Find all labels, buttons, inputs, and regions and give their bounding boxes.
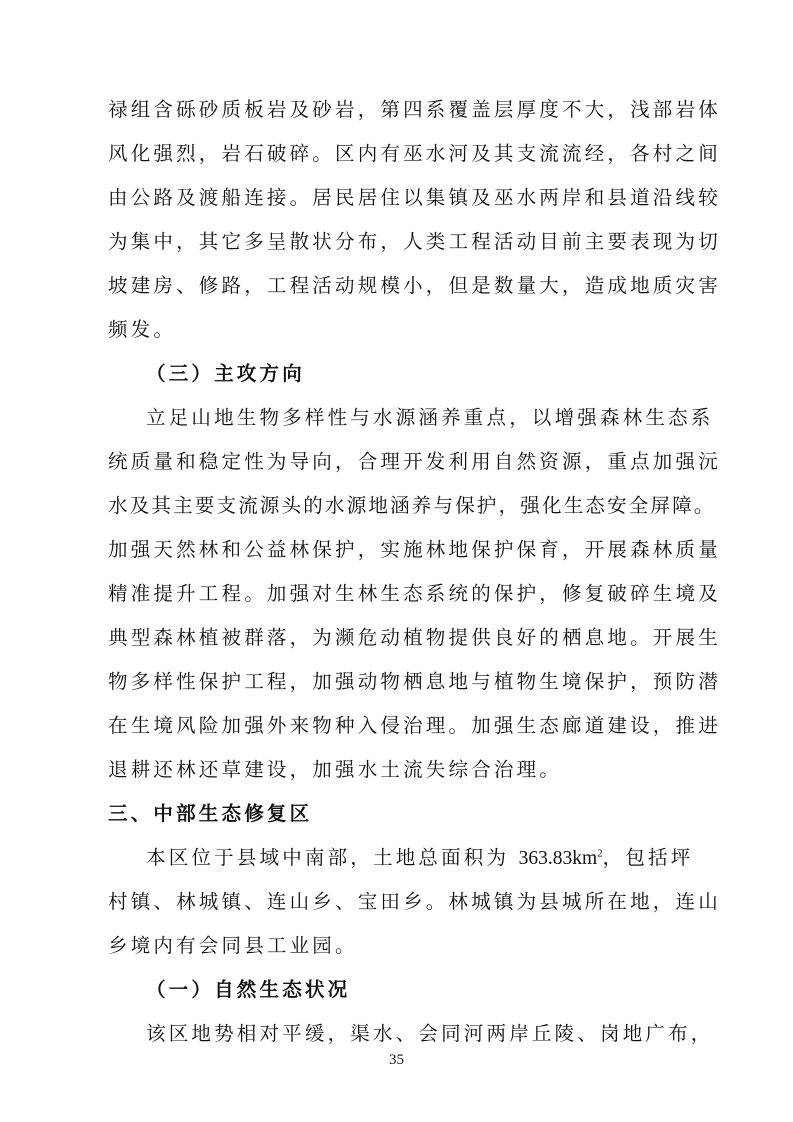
page-number: 35 (389, 1052, 404, 1068)
paragraph-line: 典型森林植被群落，为濒危动植物提供良好的栖息地。开展生 (108, 626, 721, 649)
area-text-before: 本区位于县域中南部，土地总面积为 (146, 846, 510, 869)
paragraph-line: 退耕还林还草建设，加强水土流失综合治理。 (108, 758, 563, 781)
section-heading-main-direction: （三）主攻方向 (146, 362, 305, 385)
area-unit-superscript: 2 (597, 847, 603, 860)
paragraph-line: 村镇、林城镇、连山乡、宝田乡。林城镇为县城所在地，连山 (108, 890, 721, 913)
paragraph-line: 统质量和稳定性为导向，合理开发利用自然资源，重点加强沅 (108, 450, 721, 473)
paragraph-line: 水及其主要支流源头的水源地涵养与保护，强化生态安全屏障。 (108, 494, 716, 517)
section-heading-central-restoration: 三、中部生态修复区 (108, 802, 313, 825)
paragraph-line: 坡建房、修路，工程活动规模小，但是数量大，造成地质灾害 (108, 274, 721, 297)
paragraph-line: 由公路及渡船连接。居民居住以集镇及巫水两岸和县道沿线较 (108, 186, 721, 209)
paragraph-line: 乡境内有会同县工业园。 (108, 934, 358, 957)
paragraph-line: 为集中，其它多呈散状分布，人类工程活动目前主要表现为切 (108, 230, 721, 253)
paragraph-line: 立足山地生物多样性与水源涵养重点，以增强森林生态系 (146, 406, 714, 429)
section-heading-natural-status: （一）自然生态状况 (146, 978, 351, 1001)
paragraph-line: 物多样性保护工程，加强动物栖息地与植物生境保护，预防潜 (108, 670, 721, 693)
paragraph-line: 频发。 (108, 318, 177, 341)
paragraph-line: 风化强烈，岩石破碎。区内有巫水河及其支流流经，各村之间 (108, 142, 721, 165)
paragraph-line: 精准提升工程。加强对生林生态系统的保护，修复破碎生境及 (108, 582, 721, 605)
paragraph-line: 该区地势相对平缓，渠水、会同河两岸丘陵、岗地广布， (146, 1022, 714, 1045)
paragraph-line: 禄组含砾砂质板岩及砂岩，第四系覆盖层厚度不大，浅部岩体 (108, 98, 721, 121)
paragraph-line: 在生境风险加强外来物种入侵治理。加强生态廊道建设，推进 (108, 714, 721, 737)
area-value: 363.83km (518, 848, 598, 869)
paragraph-line-area (146, 846, 693, 871)
area-text-after: ，包括坪 (602, 846, 694, 869)
paragraph-line: 加强天然林和公益林保护，实施林地保护保育，开展森林质量 (108, 538, 721, 561)
